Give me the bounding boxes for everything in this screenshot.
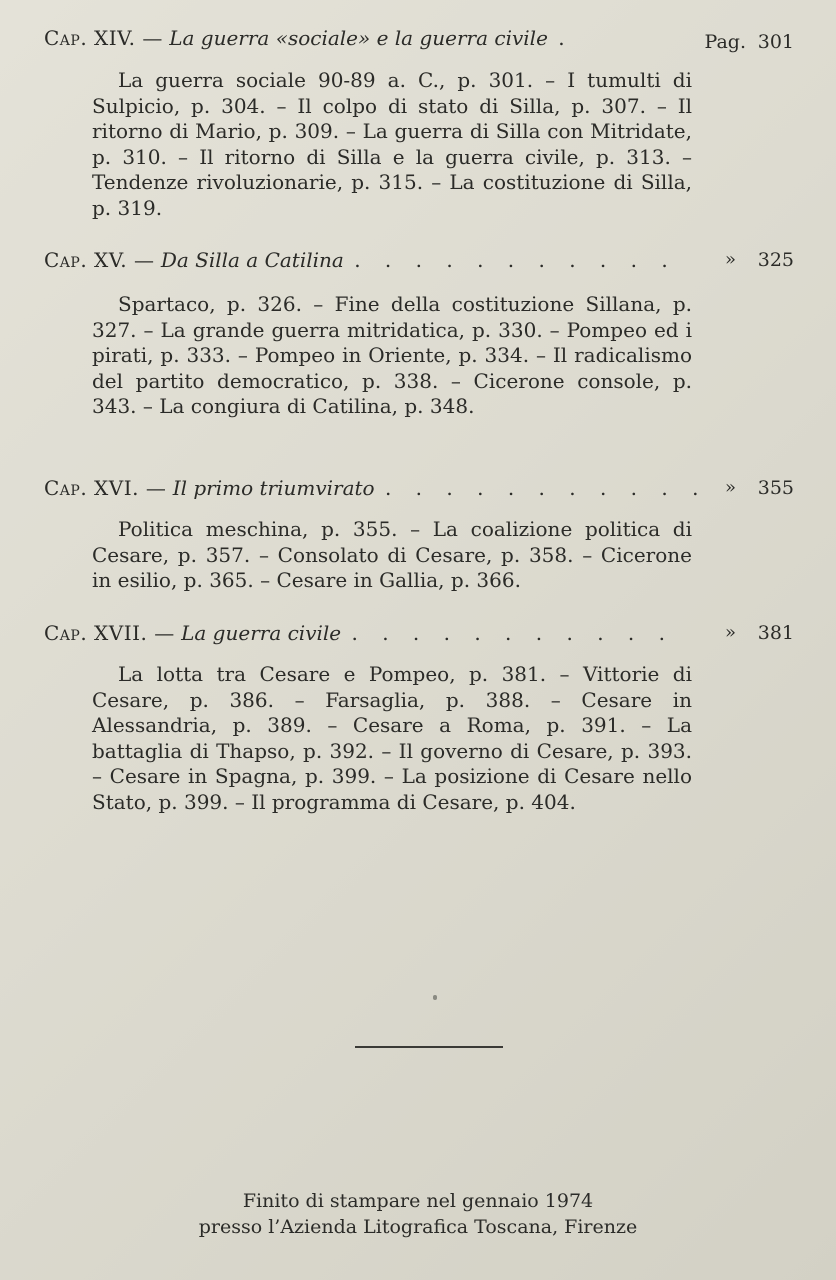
ditto-mark: » <box>724 622 736 643</box>
chapter-heading-xvi <box>44 472 794 504</box>
chapter-number: Cap. XVI. — <box>44 476 167 500</box>
colophon-line-2: presso l’Azienda Litografica Toscana, Firenze <box>198 1216 638 1238</box>
dot-leader: . <box>558 26 574 50</box>
chapter-title: Da Silla a Catilina <box>160 248 344 272</box>
paper-speck <box>433 995 437 1000</box>
chapter-title: La guerra «sociale» e la guerra civile <box>169 26 548 50</box>
ditto-mark: » <box>724 477 736 498</box>
dot-leader: . . . . . . . . . . . <box>351 621 674 645</box>
colophon-line-1: Finito di stampare nel gennaio 1974 <box>242 1190 594 1212</box>
page-number: 301 <box>757 31 794 53</box>
chapter-number: Cap. XVII. — <box>44 621 175 645</box>
ditto-mark: » <box>724 249 736 270</box>
dot-leader: . . . . . . . . . . . <box>384 476 708 500</box>
chapter-number: Cap. XV. — <box>44 248 155 272</box>
page-number: 381 <box>757 622 794 644</box>
page-number: 325 <box>757 249 794 271</box>
chapter-heading-xiv <box>44 22 794 54</box>
chapter-summary-xvi: Politica meschina, p. 355. – La coalizione politica di Cesare, p. 357. – Consolato di Cesare, p. 358. – Cicerone in esilio, p. 365. – Cesare in Gallia, p. 366. <box>92 517 692 593</box>
page-label: Pag. <box>704 31 746 53</box>
section-divider <box>355 1046 503 1048</box>
chapter-title: La guerra civile <box>181 621 342 645</box>
colophon <box>0 1188 836 1240</box>
chapter-title: Il primo triumvirato <box>172 476 375 500</box>
chapter-summary-xv: Spartaco, p. 326. – Fine della costituzione Sillana, p. 327. – La grande guerra mitridatica, p. 330. – Pompeo ed i pirati, p. 333. – Pompeo in Oriente, p. 334. – Il radicalismo del partito democratico, p. 338. – Cicerone console, p. 343. – La congiura di Catilina, p. 348. <box>92 292 692 419</box>
chapter-heading-xvii <box>44 617 794 649</box>
page-number: 355 <box>757 477 794 499</box>
chapter-heading-xv <box>44 244 794 276</box>
chapter-summary-xvii: La lotta tra Cesare e Pompeo, p. 381. – Vittorie di Cesare, p. 386. – Farsaglia, p. 388. – Cesare in Alessandria, p. 389. – Cesare a Roma, p. 391. – La battaglia di Thapso, p. 392. – Il governo di Cesare, p. 393. – Cesare in Spagna, p. 399. – La posizione di Cesare nello Stato, p. 399. – Il programma di Cesare, p. 404. <box>92 662 692 814</box>
chapter-summary-xiv: La guerra sociale 90-89 a. C., p. 301. – I tumulti di Sulpicio, p. 304. – Il colpo di stato di Silla, p. 307. – Il ritorno di Mario, p. 309. – La guerra di Silla con Mitridate, p. 310. – Il ritorno di Silla e la guerra civile, p. 313. – Tendenze rivoluzionarie, p. 315. – La costituzione di Silla, p. 319. <box>92 68 692 220</box>
dot-leader: . . . . . . . . . . . <box>354 248 677 272</box>
chapter-number: Cap. XIV. — <box>44 26 163 50</box>
